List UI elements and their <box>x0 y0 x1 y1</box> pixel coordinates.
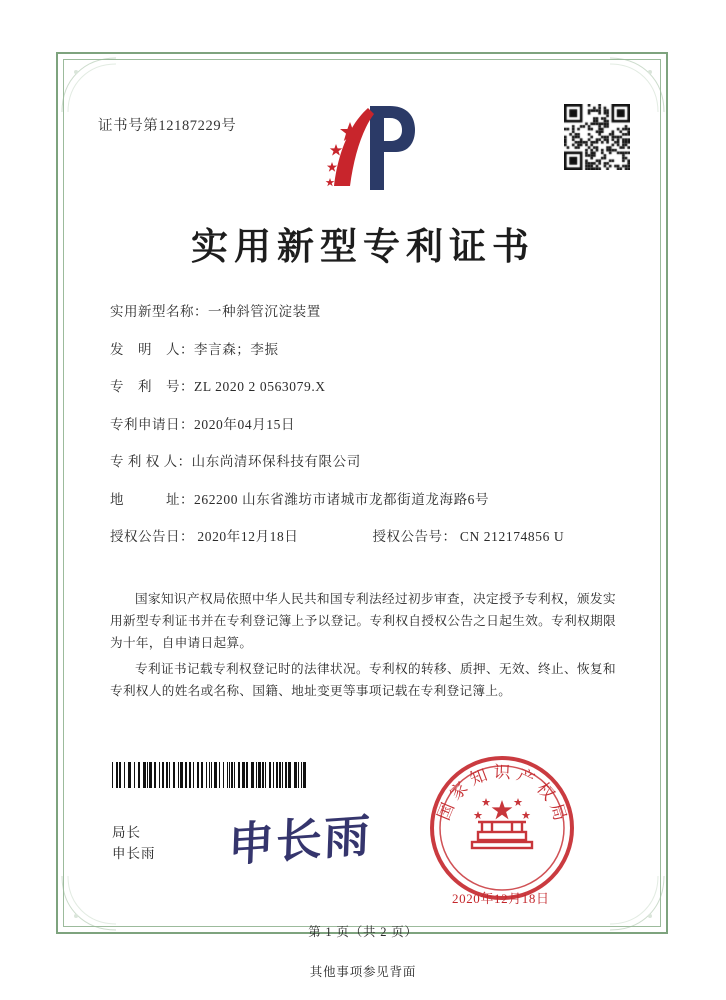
barcode-icon <box>112 762 308 788</box>
field-row <box>110 488 630 508</box>
field-label: 发 明 人： <box>110 341 194 357</box>
signature-block <box>112 822 156 864</box>
field-value: 李言森；李振 <box>194 341 279 357</box>
field-value: 山东尚清环保科技有限公司 <box>191 454 361 469</box>
grant-no-label: 授权公告号： <box>372 529 457 544</box>
field-label: 专 利 权 人： <box>110 454 192 469</box>
field-label: 专利申请日： <box>110 416 194 432</box>
field-list <box>110 300 630 557</box>
field-row <box>110 300 630 320</box>
paragraph: 专利证书记载专利权登记时的法律状况。专利权的转移、质押、无效、终止、恢复和专利权人的姓名或名称、国籍、地址变更等事项记载在专利登记簿上。 <box>110 662 616 698</box>
official-red-seal-icon <box>428 754 576 902</box>
field-value: 2020年04月15日 <box>194 416 296 432</box>
corner-ornament-icon <box>58 54 120 116</box>
grant-date-group <box>110 525 298 545</box>
page-title: 实用新型专利证书 <box>191 224 535 268</box>
qr-code-icon <box>564 104 630 170</box>
director-name-label: 申长雨 <box>112 846 156 861</box>
seal-date: 2020年12月18日 <box>452 891 550 906</box>
svg-text:国家知识产权局: 国家知识产权局 <box>434 762 572 829</box>
field-row <box>110 375 630 395</box>
grant-no-value: CN 212174856 U <box>459 529 565 544</box>
certificate-number: 证书号第12187229号 <box>98 118 237 134</box>
field-label: 地 址： <box>110 491 194 507</box>
grant-row <box>110 525 630 545</box>
field-value: 262200 山东省潍坊市诸城市龙都街道龙海路6号 <box>194 491 490 507</box>
field-value: 一种斜管沉淀装置 <box>208 304 321 319</box>
field-value: ZL 2020 2 0563079.X <box>194 379 326 394</box>
handwritten-signature-icon: 申长雨 <box>227 807 373 873</box>
director-title-label: 局长 <box>112 825 141 840</box>
footer-note: 其他事项参见背面 <box>309 965 417 979</box>
paragraph: 国家知识产权局依照中华人民共和国专利法经过初步审查，决定授予专利权，颁发实用新型专利证书并在专利登记簿上予以登记。专利权自授权公告之日起生效。专利权期限为十年，自申请日起算。 <box>110 592 616 650</box>
cnipa-logo-icon <box>310 100 426 196</box>
grant-date-value: 2020年12月18日 <box>197 529 299 544</box>
grant-no-group <box>372 525 564 545</box>
grant-date-label: 授权公告日： <box>110 529 194 544</box>
field-label: 实用新型名称： <box>110 304 208 319</box>
field-row <box>110 413 630 433</box>
field-row <box>110 450 630 470</box>
field-row <box>110 338 630 358</box>
page-number: 第 1 页（共 2 页） <box>308 925 418 939</box>
field-label: 专 利 号： <box>110 379 194 394</box>
legal-text <box>110 588 616 706</box>
